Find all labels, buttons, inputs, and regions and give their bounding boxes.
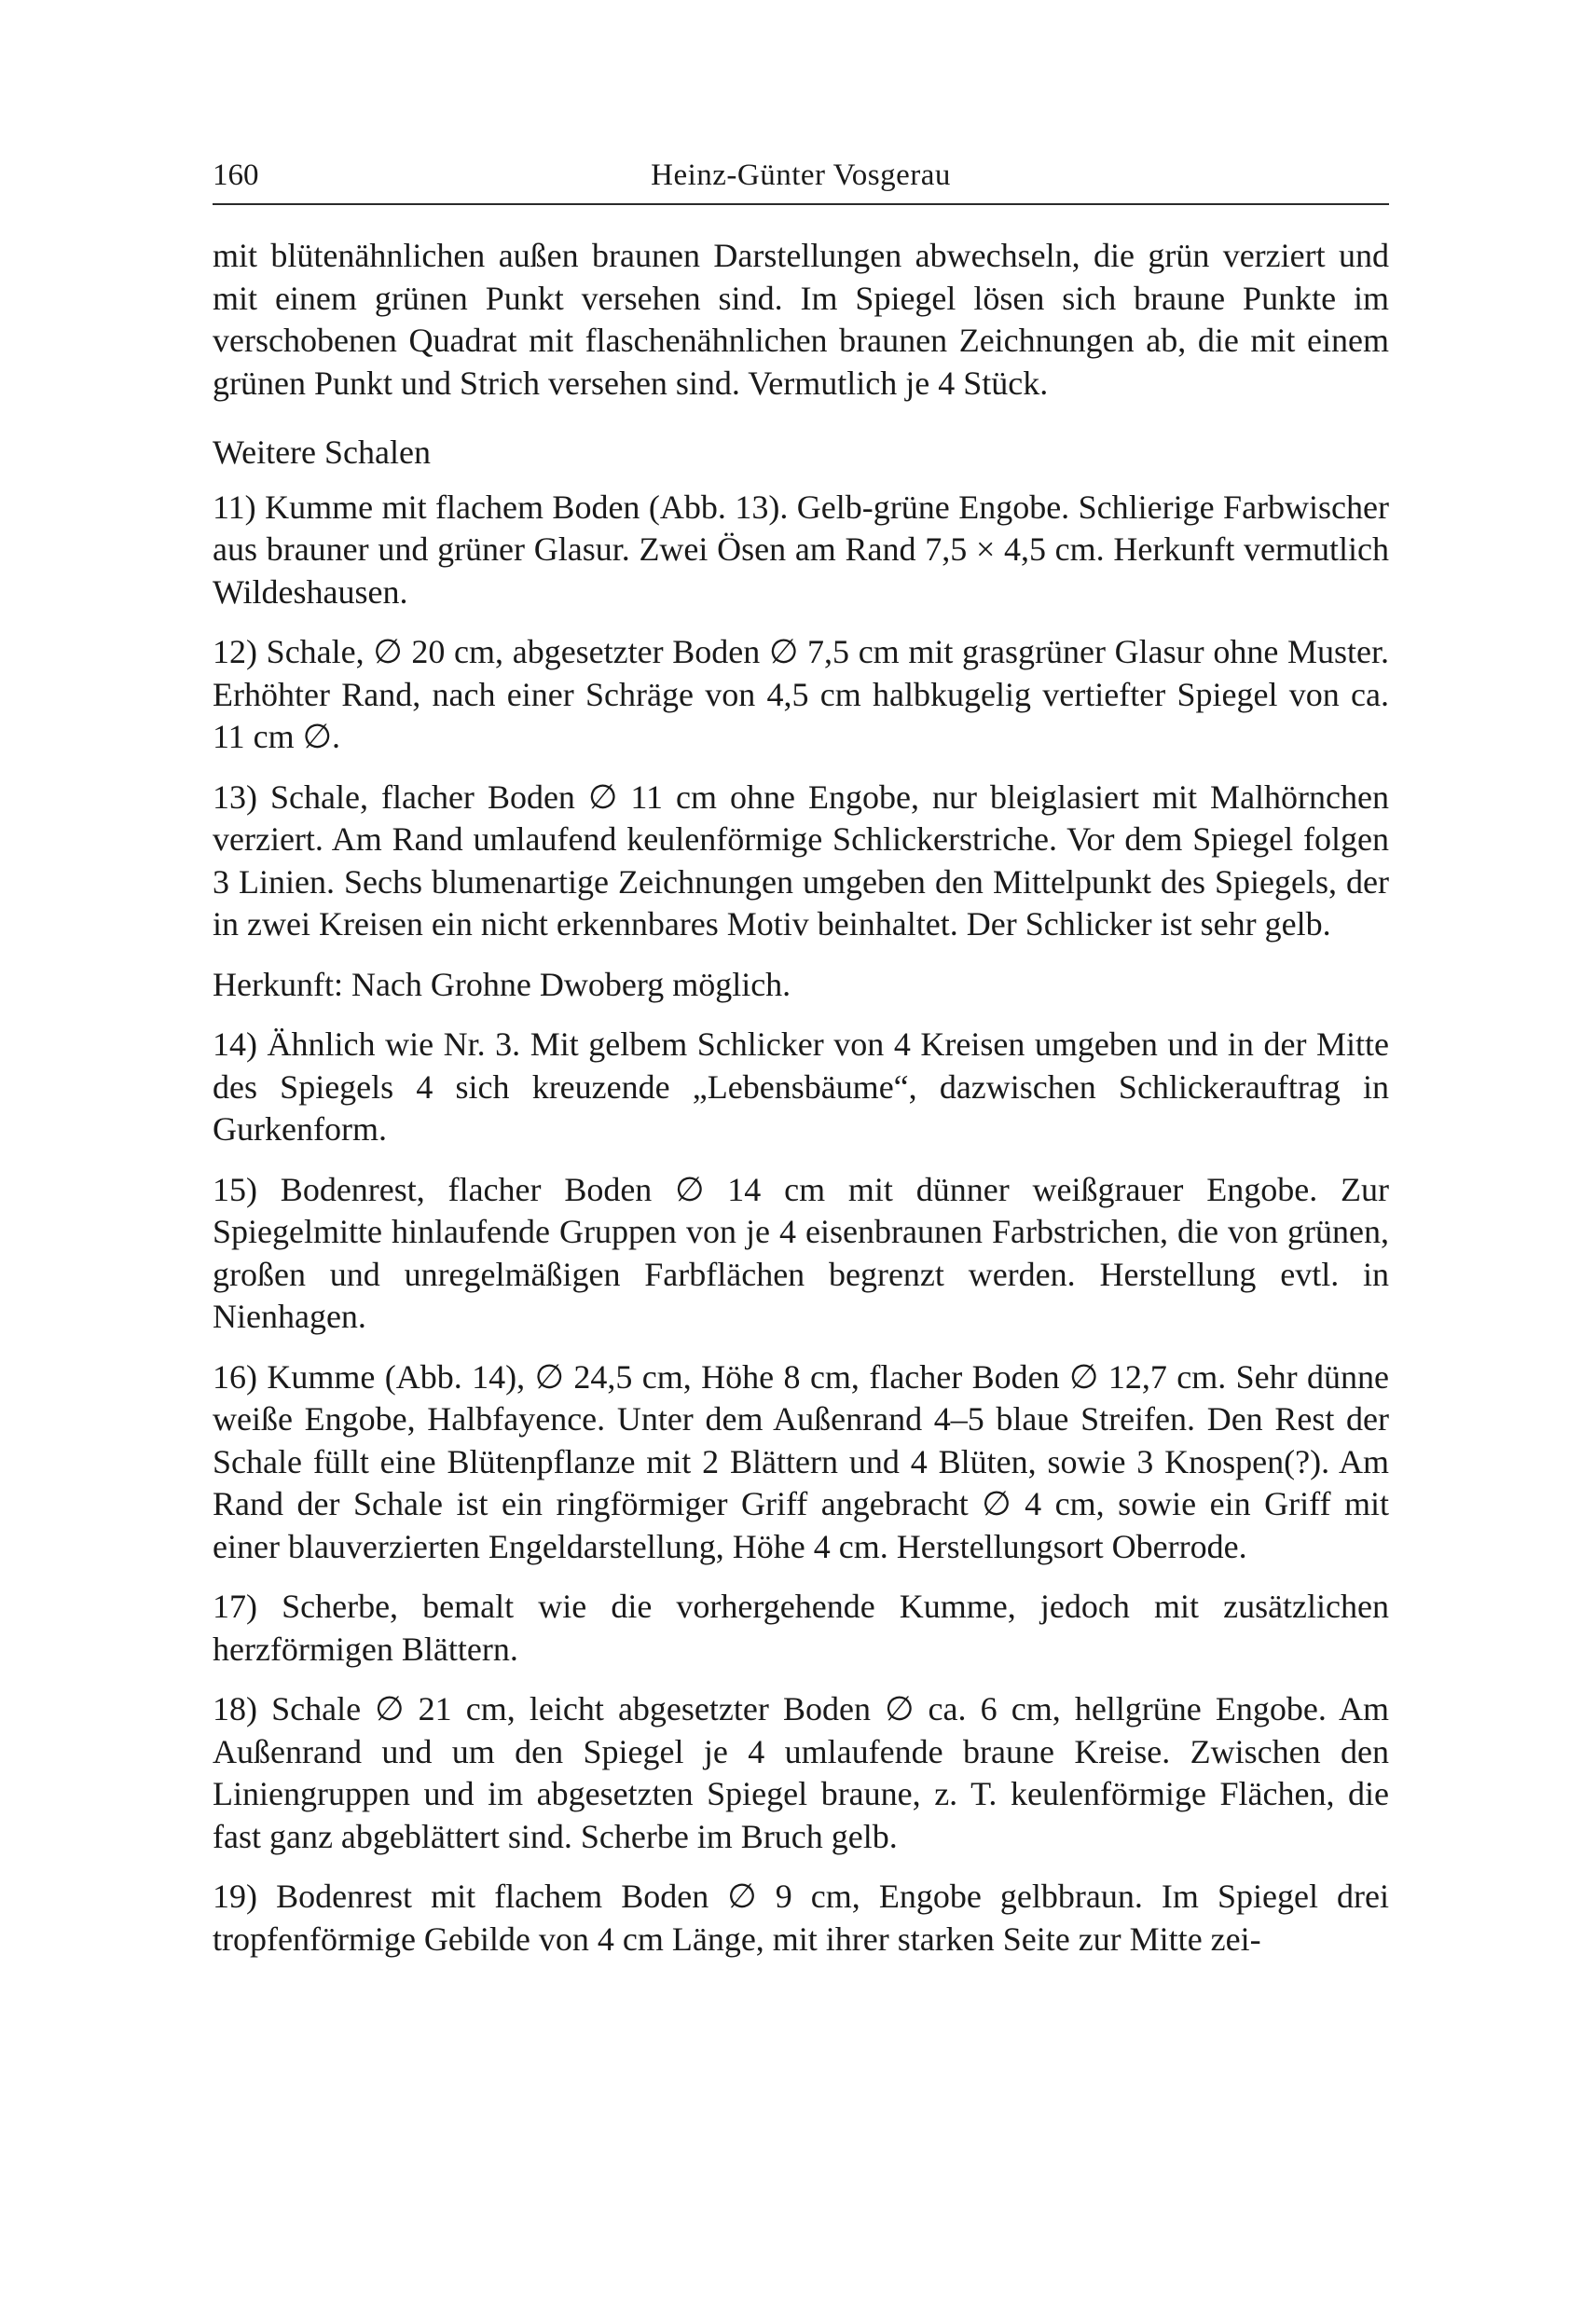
entry-11: 11) Kumme mit flachem Boden (Abb. 13). Gelb-grüne Engobe. Schlierige Farbwischer aus brauner und grüner Glasur. Zwei Ösen am Rand 7,5 × 4,5 cm. Herkunft vermutlich Wildeshausen. [213, 488, 1389, 611]
header-rule [213, 203, 1389, 205]
section-heading: Weitere Schalen [213, 434, 431, 471]
entry-18: 18) Schale ∅ 21 cm, leicht abgesetzter Boden ∅ ca. 6 cm, hellgrüne Engobe. Am Außenrand und um den Spiegel je 4 umlaufende braune Kreise. Zwischen den Liniengruppen und im abgesetzten Spiegel braune, z. T. keulenförmige Flächen, die fast ganz abgeblättert sind. Scherbe im Bruch gelb. [213, 1690, 1389, 1855]
entry-13: 13) Schale, flacher Boden ∅ 11 cm ohne Engobe, nur bleiglasiert mit Malhörnchen verziert. Am Rand umlaufend keulenförmige Schlickerstriche. Vor dem Spiegel folgen 3 Linien. Sechs blumenartige Zeichnungen umgeben den Mittelpunkt des Spiegels, der in zwei Kreisen ein nicht erkennbares Motiv beinhaltet. Der Schlicker ist sehr gelb. [213, 778, 1389, 943]
page-number: 160 [213, 158, 259, 192]
entry-16: 16) Kumme (Abb. 14), ∅ 24,5 cm, Höhe 8 cm, flacher Boden ∅ 12,7 cm. Sehr dünne weiße Engobe, Halbfayence. Unter dem Außenrand 4–5 blaue Streifen. Den Rest der Schale füllt eine Blütenpflanze mit 2 Blättern und 4 Blüten, sowie 3 Knospen(?). Am Rand der Schale ist ein ringförmiger Griff angebracht ∅ 4 cm, sowie ein Griff mit einer blauverzierten Engeldarstellung, Höhe 4 cm. Herstellungsort Oberrode. [213, 1357, 1389, 1565]
body-text [213, 235, 1389, 1961]
running-header [213, 155, 1389, 196]
entry-19: 19) Bodenrest mit flachem Boden ∅ 9 cm, Engobe gelbbraun. Im Spiegel drei tropfenförmige Gebilde von 4 cm Länge, mit ihrer starken Seite zur Mitte zei- [213, 1878, 1389, 1958]
entry-15: 15) Bodenrest, flacher Boden ∅ 14 cm mit dünner weißgrauer Engobe. Zur Spiegelmitte hinlaufende Gruppen von je 4 eisenbraunen Farbstrichen, die von grünen, großen und unregelmäßigen Farbflächen begrenzt werden. Herstellung evtl. in Nienhagen. [213, 1170, 1389, 1335]
entry-17: 17) Scherbe, bemalt wie die vorhergehende Kumme, jedoch mit zusätzlichen herzförmigen Blättern. [213, 1588, 1389, 1668]
entry-12: 12) Schale, ∅ 20 cm, abgesetzter Boden ∅ 7,5 cm mit grasgrüner Glasur ohne Muster. Erhöhter Rand, nach einer Schräge von 4,5 cm halbkugelig vertiefter Spiegel von ca. 11 cm ∅. [213, 633, 1389, 755]
entry-14: 14) Ähnlich wie Nr. 3. Mit gelbem Schlicker von 4 Kreisen umgeben und in der Mitte des Spiegels 4 sich kreuzende „Lebensbäume“, dazwischen Schlickerauftrag in Gurkenform. [213, 1025, 1389, 1148]
running-title: Heinz-Günter Vosgerau [651, 158, 951, 192]
paragraph-continued: mit blütenähnlichen außen braunen Darstellungen abwechseln, die grün verziert und mit einem grünen Punkt versehen sind. Im Spiegel lösen sich braune Punkte im verschobenen Quadrat mit flaschenähnlichen braunen Zeichnungen ab, die mit einem grünen Punkt und Strich versehen sind. Vermutlich je 4 Stück. [213, 237, 1389, 402]
entry-13-origin: Herkunft: Nach Grohne Dwoberg möglich. [213, 965, 791, 1003]
